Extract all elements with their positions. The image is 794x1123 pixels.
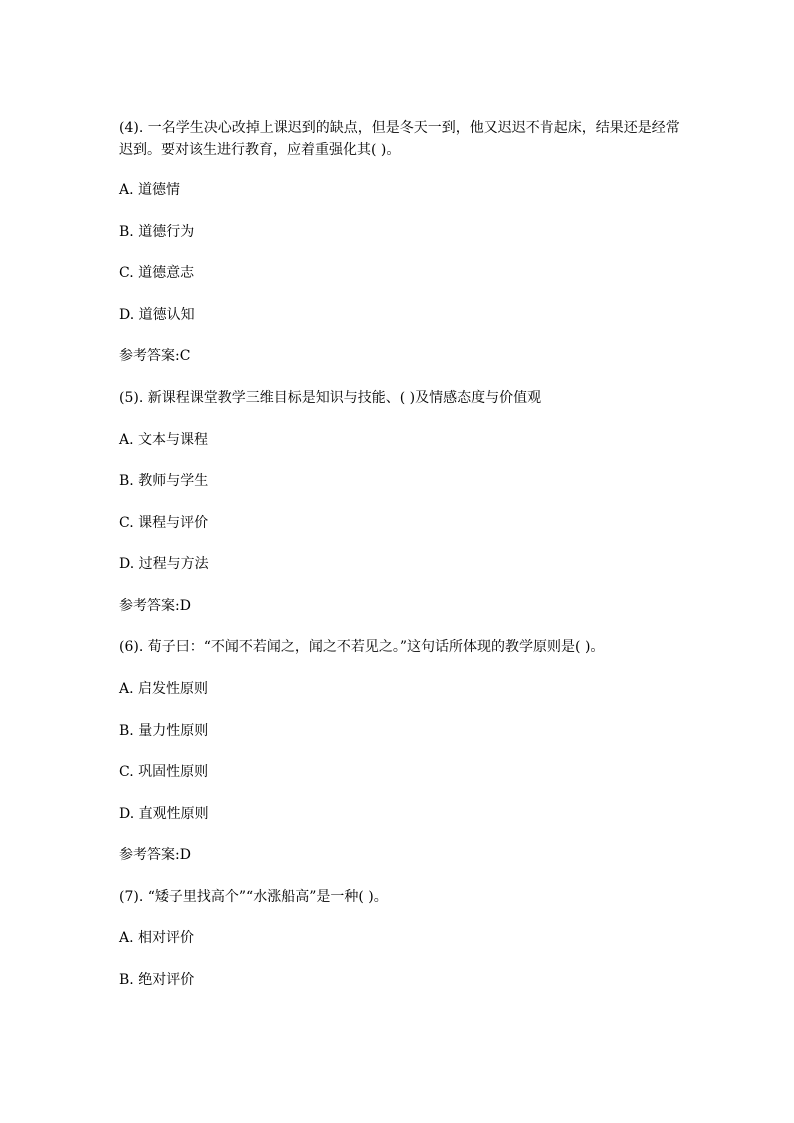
question-5-stem: (5). 新课程课堂教学三维目标是知识与技能、( )及情感态度与价值观 (119, 390, 542, 406)
question-6-option-c: C. 巩固性原则 (119, 764, 209, 780)
question-7-option-a: A. 相对评价 (119, 930, 195, 946)
question-4-answer: 参考答案:C (119, 348, 191, 364)
question-4-option-c: C. 道德意志 (119, 265, 195, 281)
question-4-option-b: B. 道德行为 (119, 224, 195, 240)
question-7-option-b: B. 绝对评价 (119, 972, 195, 988)
question-5-answer: 参考答案:D (119, 598, 191, 614)
question-7-stem: (7). “矮子里找高个”“水涨船高”是一种( )。 (119, 889, 388, 905)
question-6-option-a: A. 启发性原则 (119, 681, 209, 697)
question-4-stem: (4). 一名学生决心改掉上课迟到的缺点，但是冬天一到，他又迟迟不肯起床，结果还是经常迟到。要对该生进行教育，应着重强化其( )。 (119, 120, 680, 158)
question-5-option-c: C. 课程与评价 (119, 515, 209, 531)
question-5-option-b: B. 教师与学生 (119, 473, 209, 489)
question-4-option-a: A. 道德情 (119, 182, 181, 198)
question-4-option-d: D. 道德认知 (119, 307, 195, 323)
question-6-answer: 参考答案:D (119, 847, 191, 863)
question-5-option-a: A. 文本与课程 (119, 432, 209, 448)
question-6-option-b: B. 量力性原则 (119, 723, 209, 739)
question-5-option-d: D. 过程与方法 (119, 556, 209, 572)
question-6-stem: (6). 荀子曰：“不闻不若闻之，闻之不若见之。”这句话所体现的教学原则是( )。 (119, 639, 605, 655)
question-6-option-d: D. 直观性原则 (119, 806, 209, 822)
